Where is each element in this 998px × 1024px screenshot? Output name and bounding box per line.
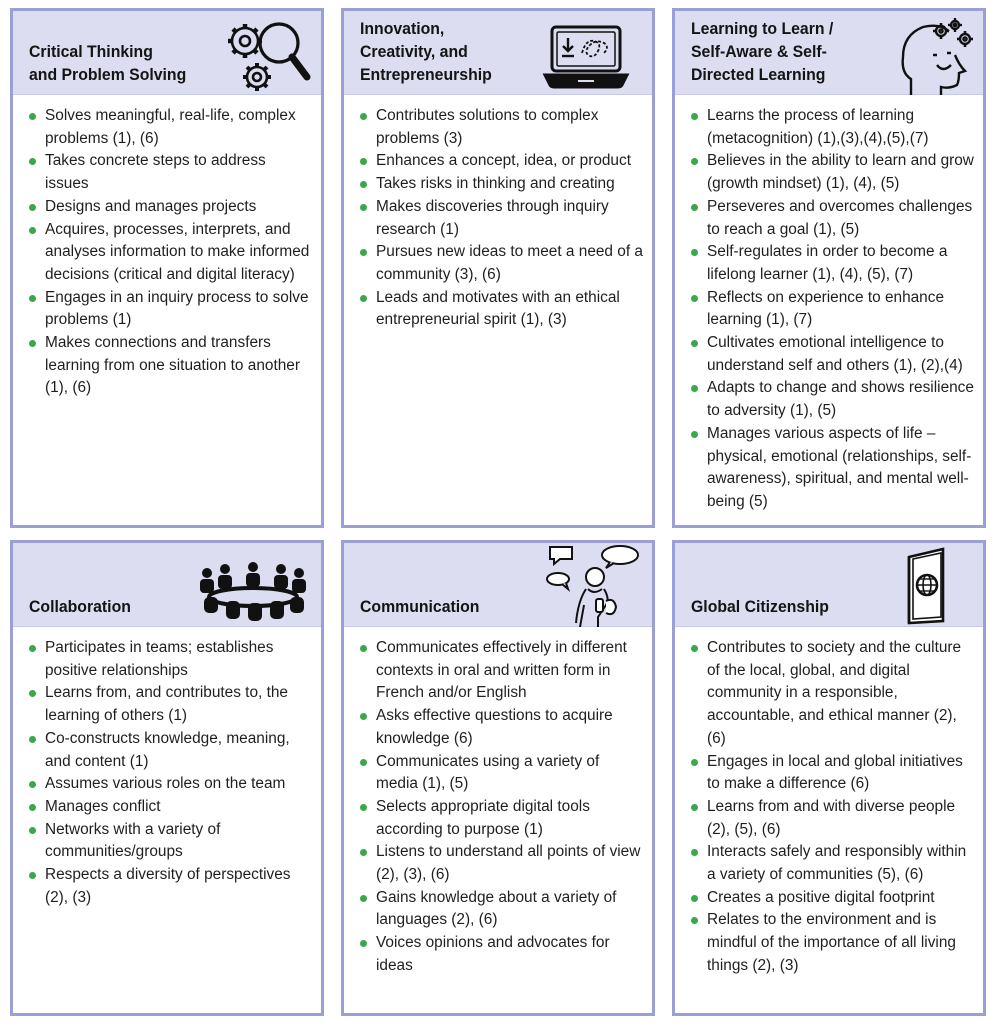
list-item: Relates to the environment and is mindful of the importance of all living things (2), (3)	[689, 909, 975, 977]
list-item: Engages in local and global initiatives to make a difference (6)	[689, 751, 975, 796]
list-item: Communicates using a variety of media (1), (5)	[358, 751, 644, 796]
list-item: Assumes various roles on the team	[27, 773, 313, 796]
card-body	[27, 105, 313, 400]
card-title: Collaboration	[29, 597, 131, 616]
card-collaboration	[10, 540, 324, 1016]
list-item: Cultivates emotional intelligence to understand self and others (1), (2),(4)	[689, 332, 975, 377]
list-item: Selects appropriate digital tools according to purpose (1)	[358, 796, 644, 841]
list-item: Communicates effectively in different contexts in oral and written form in French and/or English	[358, 637, 644, 705]
person-speech-bubbles-icon	[544, 543, 642, 627]
bullet-list	[358, 637, 644, 978]
card-title: Learning to Learn / Self-Aware & Self- Directed Learning	[691, 19, 834, 84]
people-circle-icon	[197, 561, 309, 621]
card-innovation	[341, 8, 655, 528]
list-item: Learns from, and contributes to, the learning of others (1)	[27, 682, 313, 727]
list-item: Enhances a concept, idea, or product	[358, 150, 644, 173]
list-item: Acquires, processes, interprets, and analyses information to make informed decisions (critical and digital literacy)	[27, 219, 313, 287]
list-item: Contributes to society and the culture of the local, global, and digital community in a responsible, accountable, and ethical manner (2), (6)	[689, 637, 975, 751]
card-critical-thinking	[10, 8, 324, 528]
card-header	[675, 543, 983, 627]
bullet-list	[27, 637, 313, 909]
card-header	[344, 543, 652, 627]
card-communication	[341, 540, 655, 1016]
card-global-citizenship	[672, 540, 986, 1016]
list-item: Interacts safely and responsibly within a variety of communities (5), (6)	[689, 841, 975, 886]
laptop-icon	[542, 23, 630, 91]
list-item: Takes concrete steps to address issues	[27, 150, 313, 195]
list-item: Networks with a variety of communities/groups	[27, 819, 313, 864]
gears-magnifier-icon	[221, 15, 313, 95]
card-body	[358, 105, 644, 332]
card-title: Critical Thinking and Problem Solving	[29, 42, 187, 84]
list-item: Listens to understand all points of view (2), (3), (6)	[358, 841, 644, 886]
bullet-list	[689, 637, 975, 978]
list-item: Learns from and with diverse people (2), (5), (6)	[689, 796, 975, 841]
list-item: Gains knowledge about a variety of languages (2), (6)	[358, 887, 644, 932]
list-item: Leads and motivates with an ethical entrepreneurial spirit (1), (3)	[358, 287, 644, 332]
card-header	[13, 11, 321, 95]
card-title: Innovation, Creativity, and Entrepreneurship	[360, 19, 492, 84]
card-body	[689, 637, 975, 978]
list-item: Asks effective questions to acquire knowledge (6)	[358, 705, 644, 750]
list-item: Respects a diversity of perspectives (2), (3)	[27, 864, 313, 909]
card-title: Communication	[360, 597, 480, 616]
card-body	[689, 105, 975, 514]
list-item: Participates in teams; establishes positive relationships	[27, 637, 313, 682]
head-gears-icon	[897, 15, 977, 95]
list-item: Creates a positive digital footprint	[689, 887, 975, 910]
list-item: Designs and manages projects	[27, 196, 313, 219]
card-header	[675, 11, 983, 95]
card-body	[27, 637, 313, 909]
passport-icon	[903, 547, 951, 625]
list-item: Makes connections and transfers learning from one situation to another (1), (6)	[27, 332, 313, 400]
list-item: Engages in an inquiry process to solve problems (1)	[27, 287, 313, 332]
card-header	[344, 11, 652, 95]
list-item: Solves meaningful, real-life, complex problems (1), (6)	[27, 105, 313, 150]
list-item: Pursues new ideas to meet a need of a community (3), (6)	[358, 241, 644, 286]
list-item: Believes in the ability to learn and grow (growth mindset) (1), (4), (5)	[689, 150, 975, 195]
bullet-list	[27, 105, 313, 400]
list-item: Voices opinions and advocates for ideas	[358, 932, 644, 977]
card-header	[13, 543, 321, 627]
list-item: Manages conflict	[27, 796, 313, 819]
list-item: Manages various aspects of life – physical, emotional (relationships, self-awareness), spiritual, and mental well-being (5)	[689, 423, 975, 514]
list-item: Co-constructs knowledge, meaning, and content (1)	[27, 728, 313, 773]
list-item: Self-regulates in order to become a lifelong learner (1), (4), (5), (7)	[689, 241, 975, 286]
card-title: Global Citizenship	[691, 597, 829, 616]
card-learning-to-learn	[672, 8, 986, 528]
list-item: Makes discoveries through inquiry research (1)	[358, 196, 644, 241]
list-item: Takes risks in thinking and creating	[358, 173, 644, 196]
list-item: Learns the process of learning (metacognition) (1),(3),(4),(5),(7)	[689, 105, 975, 150]
list-item: Adapts to change and shows resilience to adversity (1), (5)	[689, 377, 975, 422]
card-body	[358, 637, 644, 978]
list-item: Contributes solutions to complex problems (3)	[358, 105, 644, 150]
list-item: Perseveres and overcomes challenges to reach a goal (1), (5)	[689, 196, 975, 241]
bullet-list	[689, 105, 975, 514]
list-item: Reflects on experience to enhance learning (1), (7)	[689, 287, 975, 332]
bullet-list	[358, 105, 644, 332]
